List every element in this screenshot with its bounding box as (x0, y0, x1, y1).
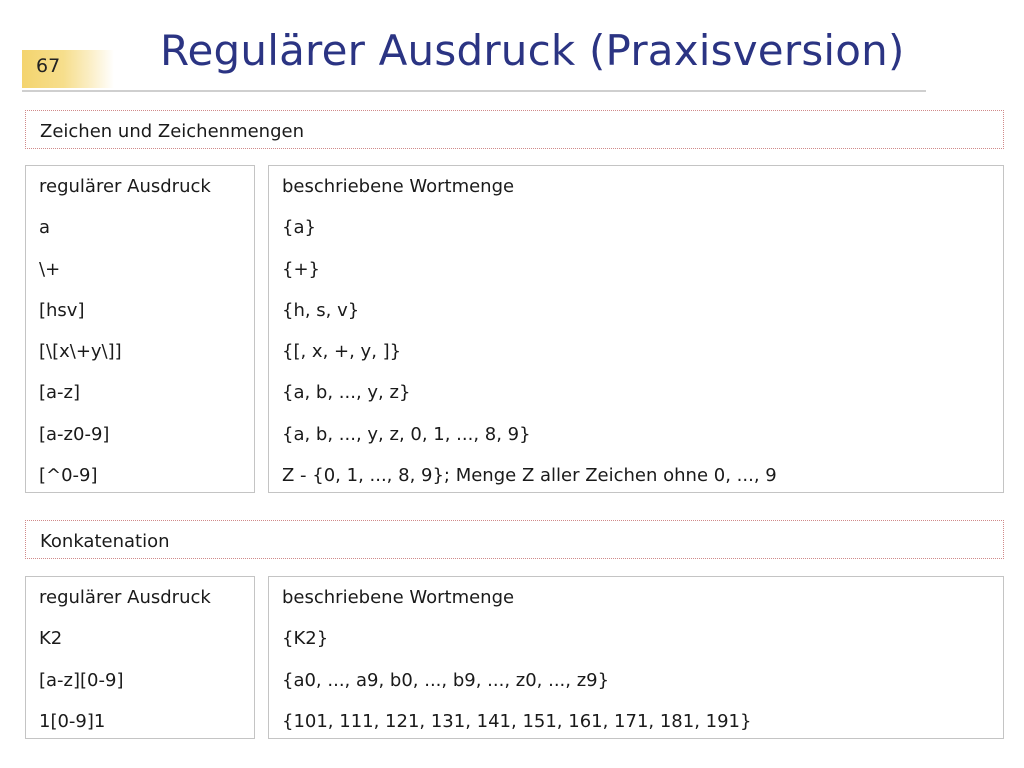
slide-number: 67 (36, 55, 61, 77)
slide-title: Regulärer Ausdruck (Praxisversion) (160, 26, 905, 75)
expression-cell: [a-z] (39, 382, 81, 404)
wordset-cell: {K2} (282, 628, 329, 650)
section-heading-box-characters (25, 110, 1004, 149)
expression-cell: \+ (39, 258, 61, 280)
wordset-cell: {a, b, ..., y, z} (282, 382, 411, 404)
title-divider (22, 90, 926, 92)
expression-cell: [\[x\+y\]] (39, 341, 122, 363)
wordset-cell: Z - {0, 1, ..., 8, 9}; Menge Z aller Zeichen ohne 0, ..., 9 (282, 465, 777, 487)
wordset-column-characters (268, 165, 1004, 493)
expression-cell: [hsv] (39, 299, 85, 321)
column-header-expression: regulärer Ausdruck (39, 587, 211, 608)
section-heading-box-concatenation (25, 520, 1004, 559)
section-heading: Konkatenation (40, 531, 170, 552)
expression-column-characters (25, 165, 255, 493)
expression-cell: [a-z0-9] (39, 423, 110, 445)
expression-cell: 1[0-9]1 (39, 710, 106, 732)
wordset-cell: {[, x, +, y, ]} (282, 341, 402, 363)
expression-cell: K2 (39, 628, 63, 650)
slide-number-badge (22, 50, 114, 88)
wordset-cell: {+} (282, 258, 320, 280)
wordset-cell: {a} (282, 217, 316, 239)
column-header-wordset: beschriebene Wortmenge (282, 587, 515, 608)
expression-cell: [a-z][0-9] (39, 669, 124, 691)
wordset-cell: {a0, ..., a9, b0, ..., b9, ..., z0, ..., z9} (282, 669, 610, 691)
expression-cell: [^0-9] (39, 465, 98, 487)
wordset-cell: {a, b, ..., y, z, 0, 1, ..., 8, 9} (282, 423, 531, 445)
wordset-column-concatenation (268, 576, 1004, 739)
section-heading: Zeichen und Zeichenmengen (40, 121, 304, 142)
expression-column-concatenation (25, 576, 255, 739)
wordset-cell: {h, s, v} (282, 299, 360, 321)
wordset-cell: {101, 111, 121, 131, 141, 151, 161, 171, 181, 191} (282, 710, 752, 732)
expression-cell: a (39, 217, 51, 239)
column-header-wordset: beschriebene Wortmenge (282, 176, 515, 197)
column-header-expression: regulärer Ausdruck (39, 176, 211, 197)
